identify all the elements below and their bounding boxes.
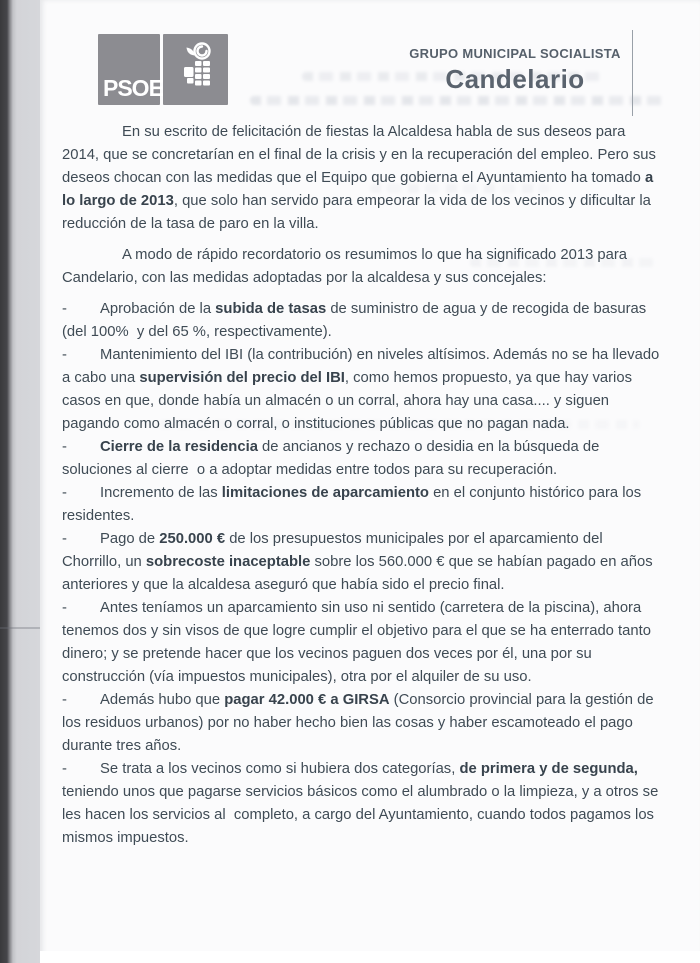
body-text: en el conjunto histórico para los residentes. <box>62 485 646 524</box>
psoe-logo-emblem-box <box>163 34 228 105</box>
bullet-dash: - <box>62 600 67 616</box>
bullet-item <box>62 597 664 689</box>
emphasized-text: Cierre de la residencia <box>100 439 258 455</box>
scanner-edge-strip <box>0 0 40 963</box>
body-text: , que solo han servido para empeorar la vida de los vecinos y dificultar la reducción de la tasa de paro en la villa. <box>62 193 656 232</box>
body-text: Además hubo que <box>100 692 225 708</box>
body-text: Incremento de las <box>100 485 222 501</box>
body-text: sobre los 560.000 € que se habían pagado en años anteriores y que la alcaldesa aseguró que había sido el precio final. <box>62 554 657 593</box>
letterhead-org-block <box>370 46 660 95</box>
bullet-item <box>62 436 664 482</box>
bullet-dash: - <box>62 301 67 317</box>
bleed-through-mark <box>250 96 666 105</box>
bullet-item <box>62 298 664 344</box>
document-body <box>62 121 664 850</box>
body-text: de los presupuestos municipales por el aparcamiento del Chorrillo, un <box>62 531 607 570</box>
group-name: GRUPO MUNICIPAL SOCIALISTA <box>409 46 621 61</box>
body-text: Antes teníamos un aparcamiento sin uso ni sentido (carretera de la piscina), ahora tenemos dos y sin visos de que logre cumplir el objetivo para el que se ha enterrado tanto dinero; y se pretende hacer que los vecinos paguen dos veces por él, una por su construcción (vía impuestos municipales), otra por el alquiler de su uso. <box>62 600 656 685</box>
body-text: En su escrito de felicitación de fiestas la Alcaldesa habla de sus deseos para 2014, que se concretarían en el final de la crisis y en la recuperación del empleo. Pero sus deseos chocan con las medidas que el Equipo que gobierna el Ayuntamiento ha tomado <box>62 124 660 186</box>
bullet-item <box>62 344 664 436</box>
emphasized-text: 250.000 € <box>159 531 226 547</box>
body-text: Pago de <box>100 531 160 547</box>
body-text: teniendo unos que pagarse servicios básicos como el alumbrado o la limpieza, y a otros se les hacen los servicios al completo, a cargo del Ayuntamiento, cuando todos pagamos los mismos impuestos. <box>62 761 663 846</box>
bullet-dash: - <box>62 485 67 501</box>
bullet-item <box>62 528 664 597</box>
bullet-dash: - <box>62 692 67 708</box>
bullet-dash: - <box>62 761 67 777</box>
emphasized-text: pagar 42.000 € a GIRSA <box>224 692 390 708</box>
emphasized-text: supervisión del precio del IBI <box>139 370 345 386</box>
body-text: (Consorcio provincial para la gestión de los residuos urbanos) por no haber hecho bien las cosas y haber escamoteado el pago durante tres años. <box>62 692 658 754</box>
body-text: de ancianos y rechazo o desidia en la búsqueda de soluciones al cierre o a adoptar medidas entre todos para su recuperación. <box>62 439 604 478</box>
bullet-dash: - <box>62 347 67 363</box>
document-page <box>40 0 700 963</box>
paragraph <box>62 121 664 236</box>
bullet-item <box>62 758 664 850</box>
psoe-logo-box <box>98 34 163 105</box>
page-bottom-edge <box>40 951 700 963</box>
bullet-item <box>62 689 664 758</box>
emphasized-text: sobrecoste inaceptable <box>145 554 311 570</box>
fist-and-rose-icon <box>175 40 217 99</box>
emphasized-text: de primera y de segunda, <box>459 761 638 777</box>
body-text: de suministro de agua y de recogida de basuras (del 100% y del 65 %, respectivamente). <box>62 301 655 340</box>
bullet-item <box>62 482 664 528</box>
paragraph <box>62 244 664 290</box>
body-text: Aprobación de la <box>100 301 216 317</box>
header-vertical-rule <box>632 30 633 116</box>
emphasized-text: subida de tasas <box>215 301 327 317</box>
body-text: Se trata a los vecinos como si hubiera dos categorías, <box>100 761 460 777</box>
emphasized-text: limitaciones de aparcamiento <box>221 485 429 501</box>
body-text: Mantenimiento del IBI (la contribución) en niveles altísimos. Además no se ha llevado a cabo una <box>62 347 664 386</box>
body-text: A modo de rápido recordatorio os resumimos lo que ha significado 2013 para Candelario, con las medidas adoptadas por la alcaldesa y sus concejales: <box>62 247 632 286</box>
emphasized-text: a lo largo de 2013 <box>62 170 658 209</box>
psoe-logo-wordmark: PSOE <box>103 75 163 101</box>
bullet-dash: - <box>62 531 67 547</box>
body-text: , como hemos propuesto, ya que hay varios casos en que, donde había un almacén o un corral, ahora hay una casa.... y siguen pagando como almacén o corral, o instituciones públicas que no pagan nada. <box>62 370 637 432</box>
municipality-name: Candelario <box>445 64 585 94</box>
bullet-dash: - <box>62 439 67 455</box>
